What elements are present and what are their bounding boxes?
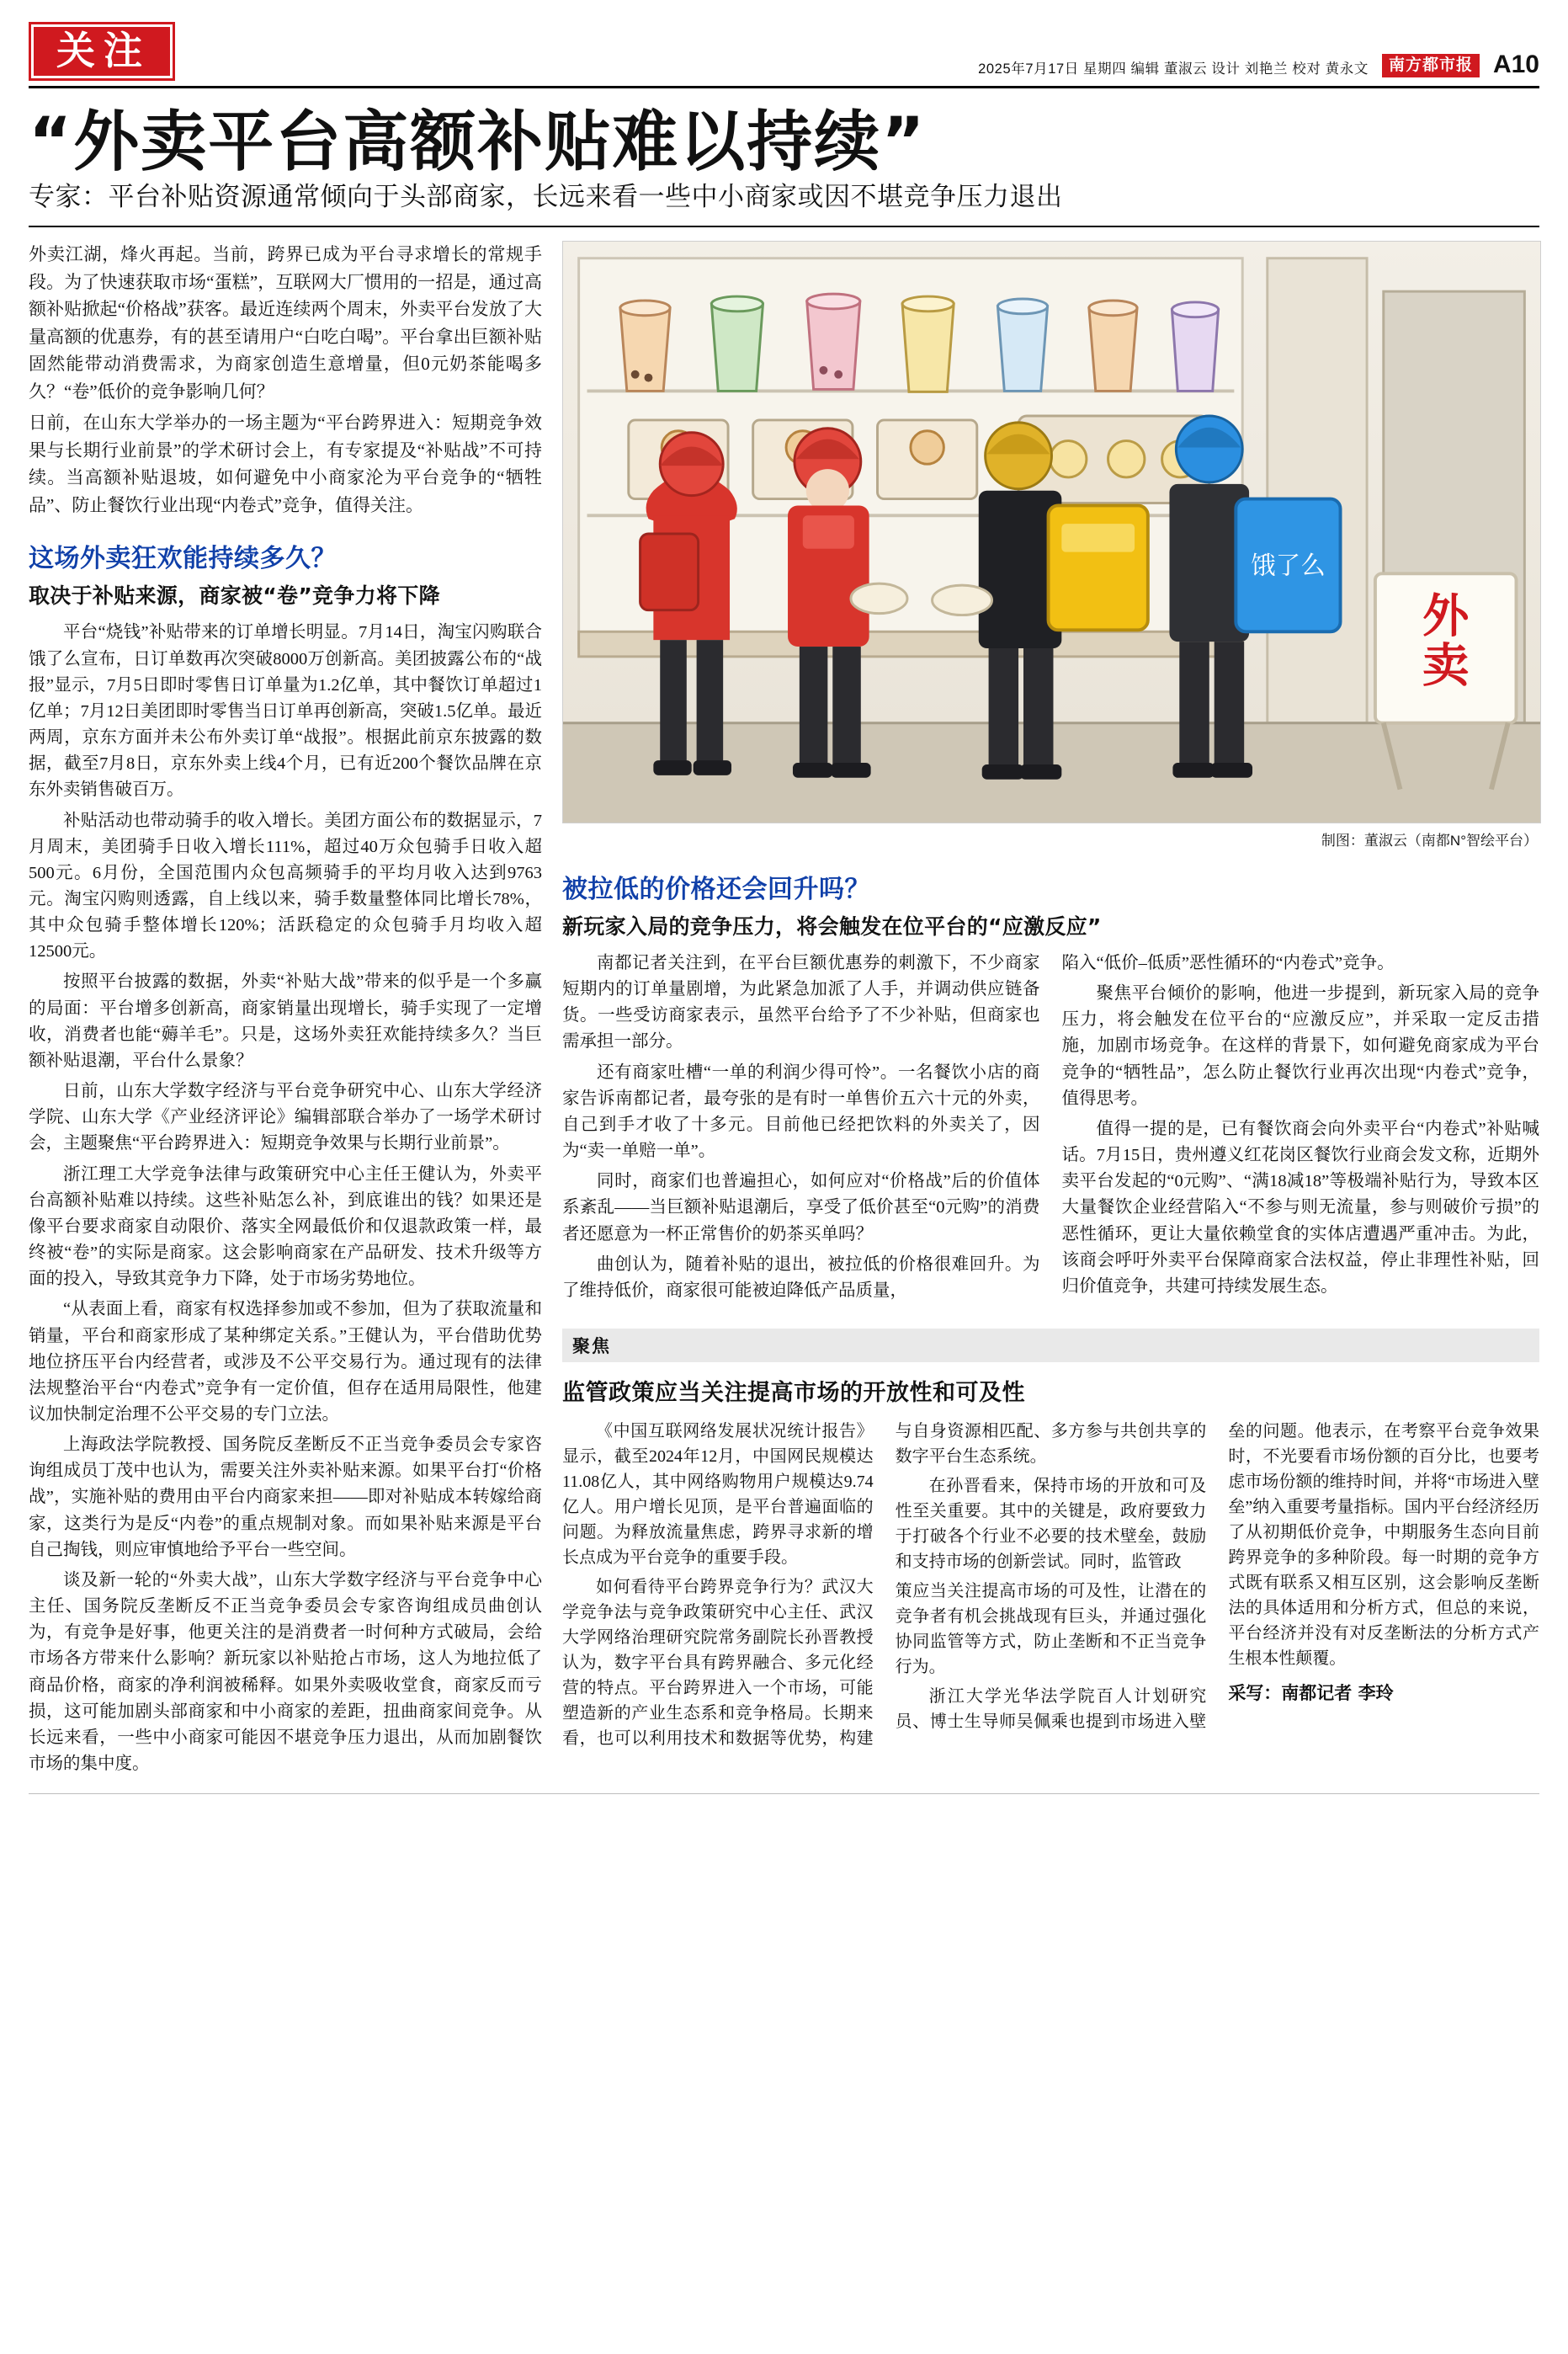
section1-heading: 这场外卖狂欢能持续多久？: [29, 544, 337, 574]
illustration-wrapper: [562, 241, 1539, 849]
byline: 采写：南都记者 李玲: [1228, 1682, 1394, 1703]
lead-paragraph: 外卖江湖，烽火再起。当前，跨界已成为平台寻求增长的常规手段。为了快速获取市场“蛋糕”，互联网大厂惯用的一招是，通过高额补贴掀起“价格战”获客。最近连续两个周末，外卖平台发放了大量高额的优惠券，有的甚至请用户“白吃白喝”。平台拿出巨额补贴固然能带动消费需求，为商家创造生意增量，但0元奶茶能喝多久？“卷”低价的竞争影响几何？: [29, 243, 542, 402]
article-illustration: [562, 241, 1541, 823]
body-paragraph: 浙江理工大学竞争法律与政策研究中心主任王健认为，外卖平台高额补贴难以持续。这些补贴怎么补，到底谁出的钱？如果还是像平台要求商家自动限价、落实全网最低价和仅退款政策一样，最终被“卷”的实际是商家。这会影响商家在产品研发、技术升级等方面的投入，导致其竞争力下降，处于市场劣势地位。: [29, 1164, 542, 1289]
body-paragraph: 如何看待平台跨界竞争行为？武汉大学竞争法与竞争政策研究中心主任、武汉大学网络治理研究院常务副院长孙晋教授认为，数字平台具有跨界融合、多元化经营的特点。平台跨界进入一个市场，可能塑造新的产业生态系和竞争格局。长期来看，也可以利用技术和数据等优势，构建与自身资源相匹配、多方参与共创共享的数字平台生态系统。: [562, 1421, 1207, 1748]
body-paragraph: 同时，商家们也普遍担心，如何应对“价格战”后的价值体系紊乱——当巨额补贴退潮后，享受了低价甚至“0元购”的消费者还愿意为一杯正常售价的奶茶买单吗？: [562, 1172, 1040, 1244]
page-number: A10: [1492, 51, 1539, 78]
illustration-svg: [563, 242, 1540, 823]
focus-columns: [562, 1419, 1539, 1751]
masthead-right: [978, 52, 1539, 81]
left-column: [29, 241, 542, 1781]
body-paragraph: 补贴活动也带动骑手的收入增长。美团方面公布的数据显示，7月周末，美团骑手日收入增长111%，超过40万众包骑手日收入超500元。6月份，全国范围内众包高频骑手的平均月收入达到9763元。淘宝闪购则透露，自上线以来，骑手数量整体同比增长78%，其中众包骑手整体增长120%；活跃稳定的众包骑手月均收入超12500元。: [29, 811, 542, 961]
masthead: [29, 22, 1539, 88]
svg-text:卖: 卖: [1422, 639, 1470, 694]
issue-meta: 2025年7月17日 星期四 编辑 董淑云 设计 刘艳兰 校对 黄永文: [978, 61, 1369, 77]
section-tag: 关注: [29, 22, 175, 81]
right-column: [562, 241, 1539, 1781]
body-paragraph: 值得一提的是，已有餐饮商会向外卖平台“内卷式”补贴喊话。7月15日，贵州遵义红花岗区餐饮行业商会发文称，近期外卖平台发起的“0元购”、“满18减18”等极端补贴行为，导致本区大量餐饮企业经营陷入“不参与则无流量，参与则破价亏损”的恶性循环，更让大量依赖堂食的实体店遭遇严重冲击。为此，该商会呼吁外卖平台保障商家合法权益，停止非理性补贴，回归价值竞争，共建可持续发展生态。: [1061, 1119, 1539, 1296]
body-paragraph: 日前，山东大学数字经济与平台竞争研究中心、山东大学经济学院、山东大学《产业经济评论》编辑部联合举办了一场学术研讨会，主题聚焦“平台跨界进入：短期竞争效果与长期行业前景”。: [29, 1082, 542, 1153]
section2-heading: 被拉低的价格还会回升吗？: [562, 874, 870, 904]
lead-paragraph: 日前，在山东大学举办的一场主题为“平台跨界进入：短期竞争效果与长期行业前景”的学术研讨会上，有专家提及“补贴战”不可持续。当高额补贴退坡，如何避免中小商家沦为平台竞争的“牺牲品”、防止餐饮行业出现“内卷式”竞争，值得关注。: [29, 413, 542, 515]
body-paragraph: 上海政法学院教授、国务院反垄断反不正当竞争委员会专家咨询组成员丁茂中也认为，需要关注外卖补贴来源。如果平台打“价格战”，实施补贴的费用由平台内商家来担——即对补贴成本转嫁给商家，这类行为是反“内卷”的重点规制对象。而如果补贴来源是平台自己掏钱，则应审慎地给予平台一些空间。: [29, 1435, 542, 1559]
lead-paragraphs: [29, 241, 542, 519]
body-paragraph: 《中国互联网络发展状况统计报告》显示，截至2024年12月，中国网民规模达11.08亿人，其中网络购物用户规模达9.74亿人。用户增长见顶，是平台普遍面临的问题。为释放流量焦虑，跨界寻求新的增长点成为平台竞争的重要手段。: [562, 1421, 874, 1567]
masthead-left: [29, 22, 175, 81]
body-paragraph: 浙江大学光华法学院百人计划研究员、博士生导师吴佩乘也提到市场进入壁垒的问题。他表示，在考察平台竞争效果时，不光要看市场份额的百分比，也要考虑市场份额的维持时间，并将“市场进入壁垒”纳入重要考量指标。国内平台经济经历了从初期低价竞争，中期服务生态向目前跨界竞争的多种阶段。每一时期的竞争方式既有联系又相互区别，这会影响反垄断法的具体适用和分析方式，但总的来说，平台经济并没有对反垄断法的分析方式产生根本性颠覆。: [895, 1421, 1539, 1731]
svg-text:外: 外: [1422, 589, 1470, 644]
paper-logo: 南方都市报: [1382, 54, 1480, 77]
focus-title: 监管政策应当关注提高市场的开放性和可及性: [562, 1379, 1025, 1406]
body-paragraph: “从表面上看，商家有权选择参加或不参加，但为了获取流量和销量，平台和商家形成了某种绑定关系。”王健认为，平台借助优势地位挤压平台内经营者，或涉及不公平交易行为。通过现有的法律法规整治平台“内卷式”竞争有一定价值，但存在适用局限性，他建议加快制定治理不公平交易的专门立法。: [29, 1300, 542, 1424]
body-paragraph: 聚焦平台倾价的影响，他进一步提到，新玩家入局的竞争压力，将会触发在位平台的“应激反应”，并采取一定反击措施，加剧市场竞争。在这样的背景下，如何避免商家成为平台竞争的“牺牲品”，怎么防止餐饮行业再次出现“内卷式”竞争，值得思考。: [1061, 984, 1539, 1108]
focus-band-label: 聚焦: [562, 1329, 1539, 1362]
body-paragraph: 陷入“低价–低质”恶性循环的“内卷式”竞争。: [1061, 953, 1395, 972]
body-paragraph: 在孙晋看来，保持市场的开放和可及性至关重要。其中的关键是，政府要致力于打破各个行业不必要的技术壁垒，鼓励和支持市场的创新尝试。同时，监管政: [895, 1476, 1207, 1571]
body-paragraph: 按照平台披露的数据，外卖“补贴大战”带来的似乎是一个多赢的局面：平台增多创新高，商家销量出现增长，骑手实现了一定增收，消费者也能“薅羊毛”。只是，这场外卖狂欢能持续多久？当巨额补贴退潮，平台什么景象？: [29, 972, 542, 1070]
page-subtitle: 专家：平台补贴资源通常倾向于头部商家，长远来看一些中小商家或因不堪竞争压力退出: [29, 181, 1539, 227]
svg-text:饿了么: 饿了么: [1251, 551, 1326, 580]
page-title: “外卖平台高额补贴难以持续”: [29, 104, 927, 180]
body-paragraph: 谈及新一轮的“外卖大战”，山东大学数字经济与平台竞争中心主任、国务院反垄断反不正当竞争委员会专家咨询组成员曲创认为，有竞争是好事，他更关注的是消费者一时何种方式破局，会给市场各方带来什么影响？新玩家以补贴抢占市场，这人为地拉低了商品价格，商家的净利润被稀释。如果外卖吸收堂食，商家反而亏损，这可能加剧头部商家和中小商家的差距，扭曲商家间竞争。从长远来看，一些中小商家可能因不堪竞争压力退出，从而加剧餐饮市场的集中度。: [29, 1570, 542, 1774]
body-paragraph: 策应当关注提高市场的可及性，让潜在的竞争者有机会挑战现有巨头，并通过强化协同监管等方式，防止垄断和不正当竞争行为。: [895, 1581, 1207, 1676]
section2-subheading: 新玩家入局的竞争压力，将会触发在位平台的“应激反应”: [562, 913, 1102, 939]
body-paragraph: 曲创认为，随着补贴的退出，被拉低的价格很难回升。为了维持低价，商家很可能被迫降低产品质量，: [562, 1254, 1040, 1300]
section1-subheading: 取决于补贴来源，商家被“卷”竞争力将下降: [29, 583, 440, 609]
body-paragraph: 平台“烧钱”补贴带来的订单增长明显。7月14日，淘宝闪购联合饿了么宣布，日订单数再次突破8000万创新高。美团披露公布的“战报”显示，7月5日即时零售日订单量为1.2亿单，其中餐饮订单超过1亿单；7月12日美团即时零售当日订单再创新高，突破1.5亿单。最近两周，京东方面并未公布外卖订单“战报”。根据此前京东披露的数据，截至7月8日，京东外卖上线4个月，已有近200个餐饮品牌在京东外卖销售破百万。: [29, 623, 542, 800]
section2-columns: [562, 951, 1539, 1307]
illustration-credit: 制图：董淑云（南都N°智绘平台）: [1321, 832, 1538, 849]
footer-space: [29, 1794, 1539, 1816]
article-body: [29, 241, 1539, 1781]
body-paragraph: 南都记者关注到，在平台巨额优惠券的刺激下，不少商家短期内的订单量剧增，为此紧急加派了人手，并调动供应链备货。一些受访商家表示，虽然平台给予了不少补贴，但商家也需承担一部分。: [562, 953, 1040, 1052]
body-paragraph: 还有商家吐槽“一单的利润少得可怜”。一名餐饮小店的商家告诉南都记者，最夸张的是有时一单售价五六十元的外卖，自己到手才收了十多元。目前他已经把饮料的外卖关了，因为“卖一单赔一单”。: [562, 1062, 1040, 1161]
